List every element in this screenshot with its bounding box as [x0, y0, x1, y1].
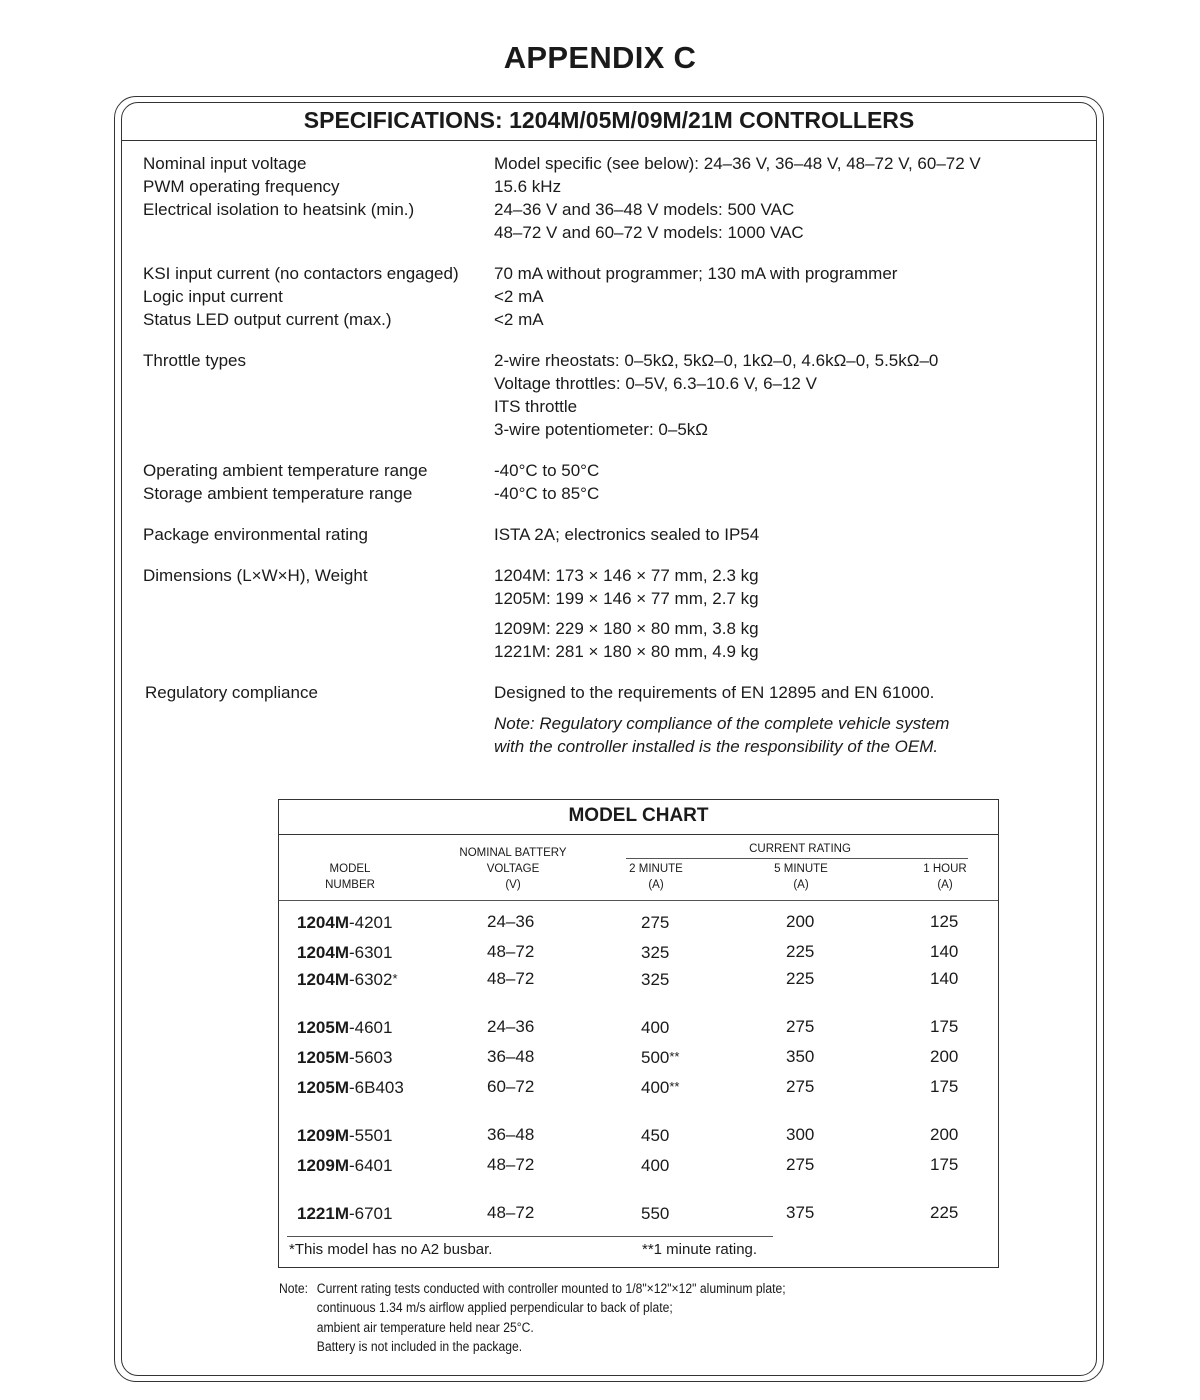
spec-label: KSI input current (no contactors engaged) — [143, 264, 459, 283]
two-minute-value: 450 — [641, 1126, 670, 1145]
spec-label: Logic input current — [143, 287, 283, 306]
regulatory-note — [494, 712, 1085, 758]
two-minute-value: 400 — [641, 1018, 670, 1037]
one-hour-cell: 175 — [930, 1017, 959, 1036]
model-number-cell — [297, 1047, 392, 1068]
five-minute-cell: 350 — [786, 1047, 815, 1066]
page-title: APPENDIX C — [503, 40, 697, 75]
model-suffix: -6401 — [348, 1156, 393, 1175]
spec-value: 3-wire potentiometer: 0–5kΩ — [494, 420, 708, 439]
header-divider — [279, 900, 998, 901]
spec-title-divider — [122, 140, 1096, 141]
spec-group-currents — [143, 262, 1083, 331]
spec-value: ITS throttle — [494, 397, 578, 416]
model-number-cell — [297, 1155, 392, 1176]
spec-value: Voltage throttles: 0–5V, 6.3–10.6 V, 6–12 V — [494, 374, 817, 393]
spec-value: 15.6 kHz — [494, 177, 562, 196]
spec-label: Storage ambient temperature range — [143, 484, 413, 503]
two-minute-cell — [641, 1203, 669, 1224]
five-minute-cell: 275 — [786, 1077, 815, 1096]
spec-value: 70 mA without programmer; 130 mA with programmer — [494, 264, 898, 283]
spec-value: <2 mA — [494, 310, 544, 329]
one-hour-cell: 225 — [930, 1203, 959, 1222]
five-minute-cell: 225 — [786, 969, 815, 988]
spec-row — [143, 198, 1083, 244]
header-current-rating: CURRENT RATING — [749, 843, 851, 855]
note-line: Battery is not included in the package. — [316, 1338, 523, 1354]
spec-label: Regulatory compliance — [145, 683, 318, 702]
test-conditions-note — [279, 1279, 786, 1356]
voltage-cell: 48–72 — [487, 969, 535, 988]
two-minute-value: 550 — [641, 1204, 670, 1223]
voltage-cell: 24–36 — [487, 912, 535, 931]
spec-label: Operating ambient temperature range — [143, 461, 428, 480]
two-minute-cell — [641, 1155, 669, 1176]
model-prefix: 1205M — [297, 1078, 349, 1097]
model-prefix: 1204M — [297, 970, 349, 989]
voltage-cell: 60–72 — [487, 1077, 535, 1096]
voltage-cell: 48–72 — [487, 1155, 535, 1174]
spec-value: 1221M: 281 × 180 × 80 mm, 4.9 kg — [494, 642, 759, 661]
spec-group-regulatory — [145, 681, 1085, 758]
model-number-cell — [297, 942, 392, 963]
spec-value-group — [494, 681, 1085, 758]
model-suffix: -4601 — [348, 1018, 393, 1037]
header-2-minute: 2 MINUTE (A) — [629, 863, 683, 891]
spec-value: 1204M: 173 × 146 × 77 mm, 2.3 kg — [494, 566, 759, 585]
two-minute-value: 400 — [641, 1156, 670, 1175]
spec-value: 2-wire rheostats: 0–5kΩ, 5kΩ–0, 1kΩ–0, 4.6kΩ–0, 5.5kΩ–0 — [494, 351, 939, 370]
spec-value: 24–36 V and 36–48 V models: 500 VAC — [494, 200, 795, 219]
spec-row — [143, 564, 1083, 663]
note-prefix: Note: — [279, 1281, 309, 1296]
spec-group-temperature — [143, 459, 1083, 505]
spec-value: 1205M: 199 × 146 × 77 mm, 2.7 kg — [494, 589, 759, 608]
one-hour-cell: 200 — [930, 1125, 959, 1144]
footnote-busbar: *This model has no A2 busbar. — [289, 1241, 493, 1258]
five-minute-cell: 275 — [786, 1155, 815, 1174]
two-minute-footnote-mark: ** — [669, 1049, 680, 1064]
note-line: continuous 1.34 m/s airflow applied perpendicular to back of plate; — [316, 1300, 673, 1316]
note-row — [279, 1279, 786, 1298]
spec-value: <2 mA — [494, 287, 544, 306]
two-minute-cell — [641, 942, 669, 963]
regulatory-note-line: Note: Regulatory compliance of the complete vehicle system — [494, 714, 950, 733]
spec-label: Electrical isolation to heatsink (min.) — [143, 200, 415, 219]
five-minute-cell: 200 — [786, 912, 815, 931]
spec-row — [143, 482, 1083, 505]
spec-row — [143, 285, 1083, 308]
two-minute-footnote-mark: ** — [669, 1079, 680, 1094]
note-row — [279, 1337, 786, 1356]
model-number-cell — [297, 912, 392, 933]
model-prefix: 1205M — [297, 1048, 349, 1067]
model-suffix: -6302 — [348, 970, 393, 989]
header-model: MODEL NUMBER — [325, 863, 375, 891]
voltage-cell: 36–48 — [487, 1125, 535, 1144]
spec-value-group — [494, 349, 1083, 441]
header-5-minute: 5 MINUTE (A) — [774, 863, 828, 891]
model-number-cell — [297, 969, 398, 990]
spec-label: Status LED output current (max.) — [143, 310, 392, 329]
one-hour-cell: 140 — [930, 942, 959, 961]
header-1-hour: 1 HOUR (A) — [923, 863, 967, 891]
model-prefix: 1209M — [297, 1126, 349, 1145]
two-minute-value: 325 — [641, 970, 670, 989]
spec-row — [143, 523, 1083, 546]
one-hour-cell: 175 — [930, 1155, 959, 1174]
two-minute-cell — [641, 1047, 680, 1068]
two-minute-value: 500 — [641, 1048, 670, 1067]
two-minute-cell — [641, 1077, 680, 1098]
model-suffix: -5603 — [348, 1048, 393, 1067]
spec-value: 1209M: 229 × 180 × 80 mm, 3.8 kg — [494, 619, 759, 638]
footnote-divider — [287, 1236, 773, 1237]
spec-row — [143, 152, 1083, 175]
spec-value-group — [494, 564, 1083, 663]
spec-value: ISTA 2A; electronics sealed to IP54 — [494, 525, 760, 544]
spec-label: Throttle types — [143, 351, 246, 370]
note-line: ambient air temperature held near 25°C. — [316, 1319, 534, 1335]
voltage-cell: 48–72 — [487, 1203, 535, 1222]
spec-title: SPECIFICATIONS: 1204M/05M/09M/21M CONTROLLERS — [303, 107, 915, 133]
spec-label: Package environmental rating — [143, 525, 368, 544]
spec-row — [145, 681, 1085, 758]
footnote-minute-rating: **1 minute rating. — [642, 1241, 758, 1258]
spec-row — [143, 308, 1083, 331]
model-number-cell — [297, 1017, 392, 1038]
spec-value: Designed to the requirements of EN 12895 and EN 61000. — [494, 683, 935, 702]
regulatory-note-line: with the controller installed is the responsibility of the OEM. — [494, 737, 939, 756]
spec-value: 48–72 V and 60–72 V models: 1000 VAC — [494, 223, 804, 242]
model-number-cell — [297, 1203, 392, 1224]
model-prefix: 1221M — [297, 1204, 349, 1223]
note-line: Current rating tests conducted with controller mounted to 1/8"×12"×12" aluminum plate; — [316, 1281, 786, 1296]
model-footnote-mark: * — [392, 971, 398, 986]
model-suffix: -4201 — [348, 913, 393, 932]
spec-group-voltage — [143, 152, 1083, 244]
spec-label: Dimensions (L×W×H), Weight — [143, 566, 368, 585]
voltage-cell: 48–72 — [487, 942, 535, 961]
spec-row — [143, 349, 1083, 441]
model-number-cell — [297, 1125, 392, 1146]
spec-value: -40°C to 50°C — [494, 461, 600, 480]
two-minute-value: 275 — [641, 913, 670, 932]
model-suffix: -6701 — [348, 1204, 393, 1223]
model-prefix: 1209M — [297, 1156, 349, 1175]
two-minute-value: 400 — [641, 1078, 670, 1097]
model-prefix: 1205M — [297, 1018, 349, 1037]
model-chart-title-divider — [279, 834, 998, 835]
five-minute-cell: 225 — [786, 942, 815, 961]
five-minute-cell: 275 — [786, 1017, 815, 1036]
voltage-cell: 36–48 — [487, 1047, 535, 1066]
five-minute-cell: 375 — [786, 1203, 815, 1222]
one-hour-cell: 200 — [930, 1047, 959, 1066]
header-voltage: NOMINAL BATTERY VOLTAGE (V) — [459, 847, 567, 891]
two-minute-cell — [641, 969, 669, 990]
one-hour-cell: 125 — [930, 912, 959, 931]
model-number-cell — [297, 1077, 404, 1098]
spec-value: -40°C to 85°C — [494, 484, 600, 503]
model-suffix: -5501 — [348, 1126, 393, 1145]
spec-row — [143, 262, 1083, 285]
voltage-cell: 24–36 — [487, 1017, 535, 1036]
model-prefix: 1204M — [297, 913, 349, 932]
two-minute-value: 325 — [641, 943, 670, 962]
two-minute-cell — [641, 1125, 669, 1146]
spec-value: Model specific (see below): 24–36 V, 36–48 V, 48–72 V, 60–72 V — [494, 154, 981, 173]
model-suffix: -6301 — [348, 943, 393, 962]
one-hour-cell: 175 — [930, 1077, 959, 1096]
spec-value-group — [494, 198, 1083, 244]
two-minute-cell — [641, 1017, 669, 1038]
five-minute-cell: 300 — [786, 1125, 815, 1144]
current-rating-divider — [626, 858, 968, 859]
spec-row — [143, 459, 1083, 482]
note-row — [279, 1318, 786, 1337]
one-hour-cell: 140 — [930, 969, 959, 988]
model-suffix: -6B403 — [348, 1078, 404, 1097]
model-prefix: 1204M — [297, 943, 349, 962]
spec-group-throttle — [143, 349, 1083, 441]
note-row — [279, 1298, 786, 1317]
spec-label: Nominal input voltage — [143, 154, 307, 173]
two-minute-cell — [641, 912, 669, 933]
spec-label: PWM operating frequency — [143, 177, 340, 196]
model-chart-title: MODEL CHART — [568, 805, 709, 826]
spec-row — [143, 175, 1083, 198]
spec-group-dimensions — [143, 564, 1083, 663]
spec-group-environment — [143, 523, 1083, 546]
